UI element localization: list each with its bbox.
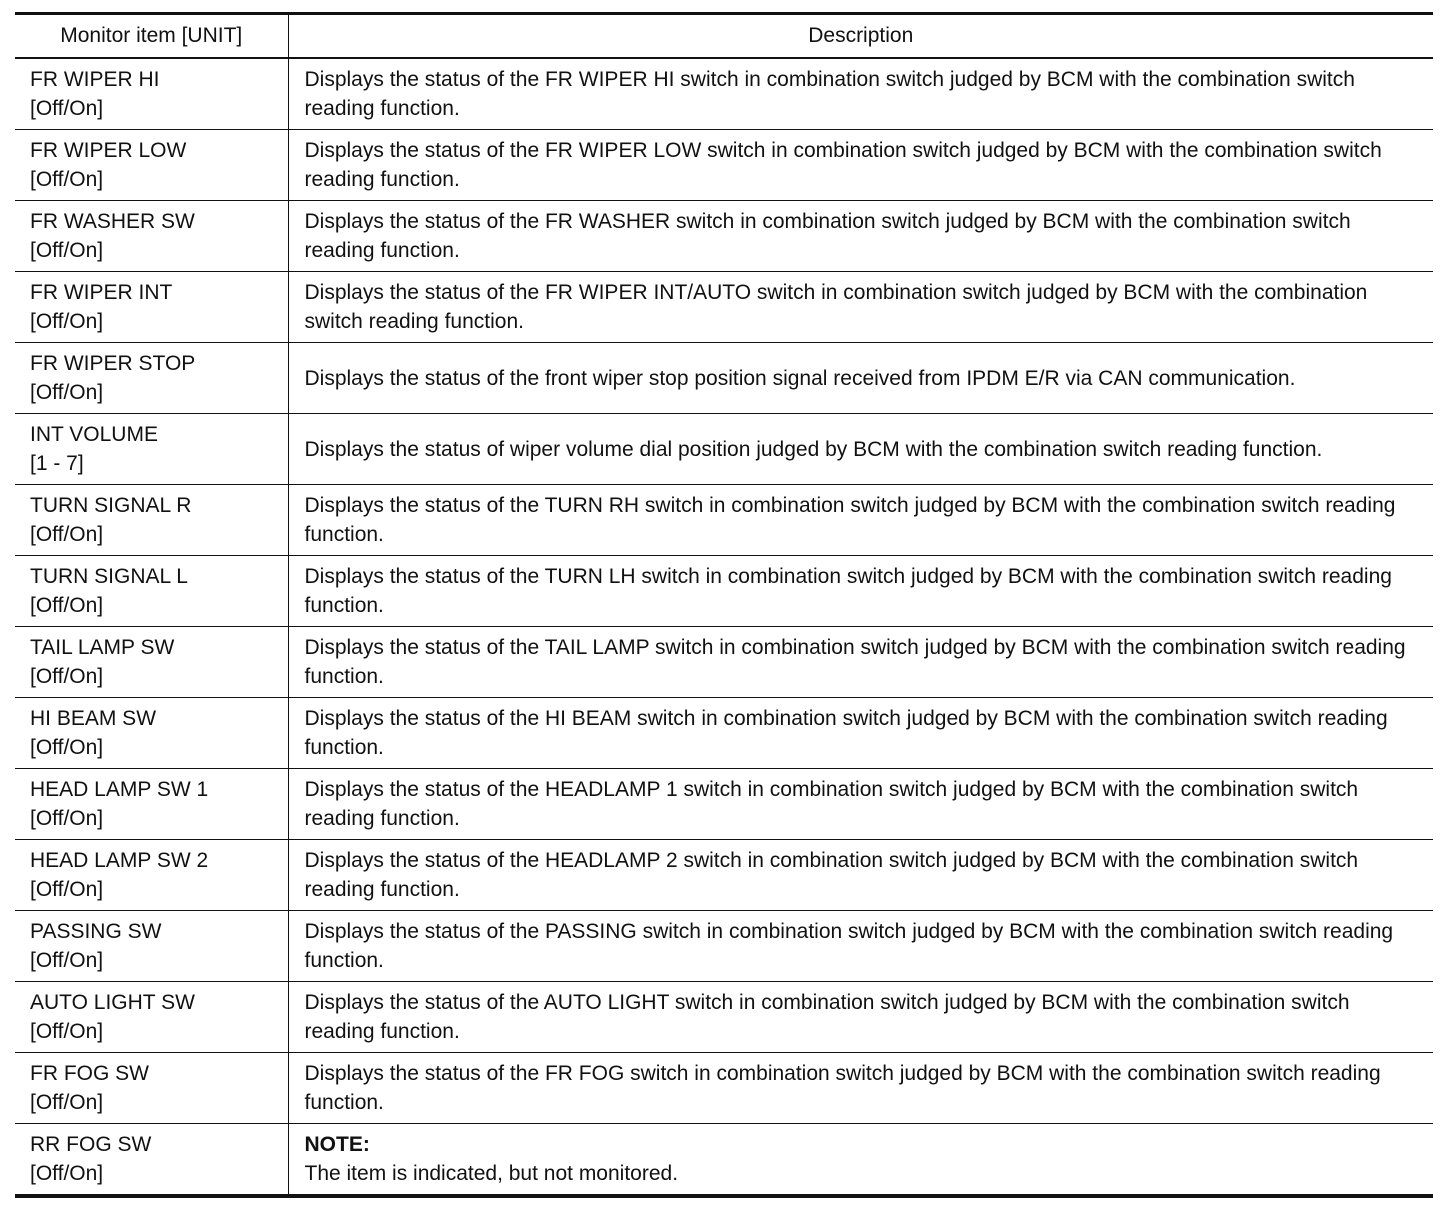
monitor-item-cell xyxy=(15,343,288,414)
monitor-item-unit: [Off/On] xyxy=(30,665,104,688)
monitor-item-name: RR FOG SW xyxy=(30,1133,152,1156)
monitor-item-unit: [Off/On] xyxy=(30,1020,104,1043)
monitor-item-cell xyxy=(15,769,288,840)
monitor-item-cell xyxy=(15,627,288,698)
monitor-item-cell xyxy=(15,982,288,1053)
note-title: NOTE: xyxy=(304,1133,370,1156)
monitor-item-name: HEAD LAMP SW 1 xyxy=(30,778,209,801)
monitor-item-cell xyxy=(15,1053,288,1124)
monitor-item-unit: [Off/On] xyxy=(30,1091,104,1114)
description-cell: Displays the status of the AUTO LIGHT switch in combination switch judged by BCM with the combination switch reading function. xyxy=(288,982,1433,1053)
table-row xyxy=(15,982,1433,1053)
monitor-item-cell xyxy=(15,414,288,485)
table-row xyxy=(15,840,1433,911)
monitor-item-unit: [Off/On] xyxy=(30,310,104,333)
table-row xyxy=(15,769,1433,840)
description-cell: Displays the status of the FR FOG switch in combination switch judged by BCM with the combination switch reading function. xyxy=(288,1053,1433,1124)
monitor-item-unit: [1 - 7] xyxy=(30,452,84,475)
monitor-item-unit: [Off/On] xyxy=(30,1162,104,1185)
monitor-item-unit: [Off/On] xyxy=(30,594,104,617)
table-row xyxy=(15,556,1433,627)
monitor-item-name: HI BEAM SW xyxy=(30,707,157,730)
monitor-item-cell xyxy=(15,1124,288,1197)
description-cell: Displays the status of the FR WIPER LOW switch in combination switch judged by BCM with the combination switch reading function. xyxy=(288,130,1433,201)
monitor-item-name: FR WIPER STOP xyxy=(30,352,196,375)
note-body: The item is indicated, but not monitored. xyxy=(304,1162,679,1185)
monitor-item-name: FR WIPER LOW xyxy=(30,139,187,162)
description-cell: Displays the status of the TAIL LAMP switch in combination switch judged by BCM with the combination switch reading function. xyxy=(288,627,1433,698)
monitor-item-unit: [Off/On] xyxy=(30,807,104,830)
monitor-item-name: FR WASHER SW xyxy=(30,210,195,233)
monitor-item-cell xyxy=(15,911,288,982)
monitor-item-name: PASSING SW xyxy=(30,920,162,943)
monitor-item-cell xyxy=(15,201,288,272)
column-header-monitor-item: Monitor item [UNIT] xyxy=(15,14,288,59)
description-cell: Displays the status of the HEADLAMP 1 switch in combination switch judged by BCM with the combination switch reading function. xyxy=(288,769,1433,840)
monitor-item-cell xyxy=(15,485,288,556)
table-row xyxy=(15,343,1433,414)
table-body xyxy=(15,58,1433,1196)
monitor-item-name: HEAD LAMP SW 2 xyxy=(30,849,209,872)
description-cell: Displays the status of the front wiper stop position signal received from IPDM E/R via CAN communication. xyxy=(288,343,1433,414)
monitor-item-name: TURN SIGNAL L xyxy=(30,565,188,588)
table-row xyxy=(15,1053,1433,1124)
monitor-item-name: FR WIPER INT xyxy=(30,281,173,304)
monitor-item-unit: [Off/On] xyxy=(30,736,104,759)
table-row xyxy=(15,130,1433,201)
monitor-item-name: INT VOLUME xyxy=(30,423,158,446)
description-cell: Displays the status of the HI BEAM switch in combination switch judged by BCM with the combination switch reading function. xyxy=(288,698,1433,769)
description-cell: Displays the status of the HEADLAMP 2 switch in combination switch judged by BCM with the combination switch reading function. xyxy=(288,840,1433,911)
monitor-item-cell xyxy=(15,130,288,201)
column-header-description: Description xyxy=(288,14,1433,59)
monitor-item-name: AUTO LIGHT SW xyxy=(30,991,195,1014)
monitor-item-unit: [Off/On] xyxy=(30,381,104,404)
monitor-item-unit: [Off/On] xyxy=(30,949,104,972)
monitor-item-unit: [Off/On] xyxy=(30,239,104,262)
monitor-item-cell xyxy=(15,840,288,911)
description-cell: Displays the status of the PASSING switch in combination switch judged by BCM with the combination switch reading function. xyxy=(288,911,1433,982)
table-row xyxy=(15,58,1433,130)
description-cell: Displays the status of the TURN LH switch in combination switch judged by BCM with the combination switch reading function. xyxy=(288,556,1433,627)
description-cell xyxy=(288,1124,1433,1197)
monitor-item-cell xyxy=(15,556,288,627)
table-header-row xyxy=(15,14,1433,59)
monitor-item-cell xyxy=(15,272,288,343)
description-cell: Displays the status of the FR WASHER switch in combination switch judged by BCM with the combination switch reading function. xyxy=(288,201,1433,272)
table-row xyxy=(15,1124,1433,1197)
monitor-item-unit: [Off/On] xyxy=(30,168,104,191)
table-row xyxy=(15,627,1433,698)
description-cell: Displays the status of the TURN RH switch in combination switch judged by BCM with the combination switch reading function. xyxy=(288,485,1433,556)
monitor-item-cell xyxy=(15,58,288,130)
monitor-item-unit: [Off/On] xyxy=(30,878,104,901)
table-row xyxy=(15,414,1433,485)
description-cell: Displays the status of the FR WIPER HI switch in combination switch judged by BCM with the combination switch reading function. xyxy=(288,58,1433,130)
monitor-item-name: FR WIPER HI xyxy=(30,68,160,91)
monitor-item-unit: [Off/On] xyxy=(30,523,104,546)
monitor-item-unit: [Off/On] xyxy=(30,97,104,120)
monitor-item-name: TAIL LAMP SW xyxy=(30,636,175,659)
monitor-item-table xyxy=(15,12,1433,1198)
table-row xyxy=(15,272,1433,343)
table-row xyxy=(15,911,1433,982)
monitor-item-name: TURN SIGNAL R xyxy=(30,494,192,517)
description-cell: Displays the status of wiper volume dial position judged by BCM with the combination switch reading function. xyxy=(288,414,1433,485)
table-row xyxy=(15,485,1433,556)
monitor-item-name: FR FOG SW xyxy=(30,1062,149,1085)
table-row xyxy=(15,698,1433,769)
description-cell: Displays the status of the FR WIPER INT/AUTO switch in combination switch judged by BCM with the combination switch reading function. xyxy=(288,272,1433,343)
table-row xyxy=(15,201,1433,272)
monitor-item-cell xyxy=(15,698,288,769)
